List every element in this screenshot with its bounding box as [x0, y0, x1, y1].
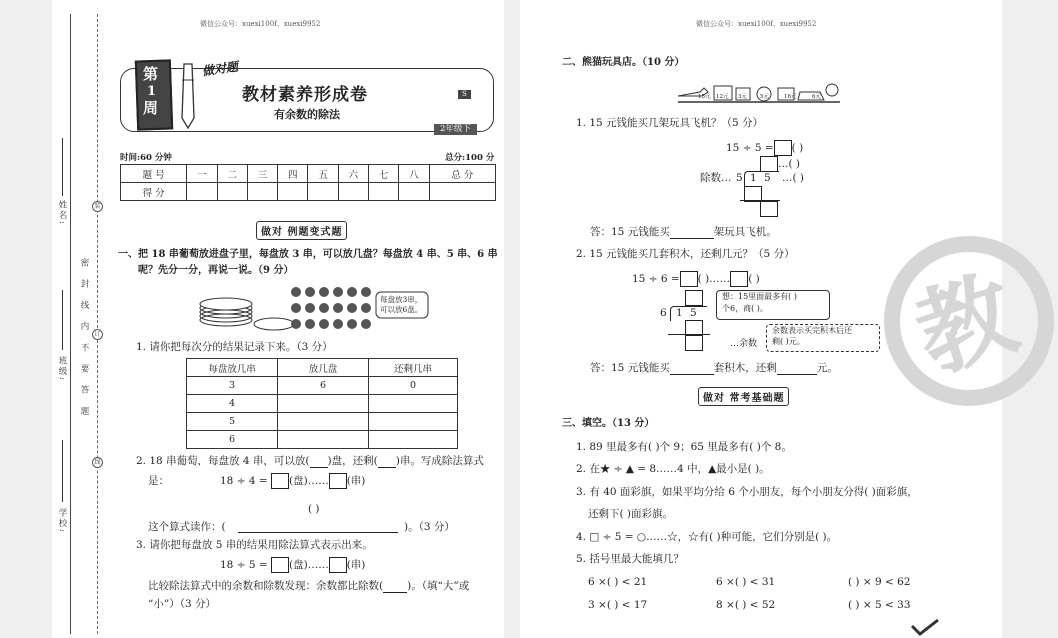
q3-line1: 1. 89 里最多有( )个 9；65 里最多有( )个 8。 — [576, 441, 792, 453]
q2-divisor-label: 除数… — [700, 172, 732, 184]
q2b-dividend: 1 5 — [676, 307, 699, 319]
price-tag: 16元 — [784, 94, 797, 100]
q1-sub2-equation — [220, 473, 365, 489]
pan-label-2: (盘)…… — [289, 559, 329, 571]
grapes-cell: 3 — [187, 377, 278, 395]
q3-line4: 4. □ ÷ 5 = ○……☆，☆有( )种可能，它们分别是( )。 — [576, 531, 838, 543]
seal-dot-2: 订 — [92, 329, 103, 340]
page-watermark-right: 微信公众号：xuexi100f、xuexi9952 — [696, 20, 817, 28]
q2-rem: …( ) — [778, 158, 801, 170]
speech-bubble-line2: 可以放6盘。 — [380, 305, 423, 314]
q2b-remainder-box[interactable] — [730, 271, 748, 287]
think-line2: 个6，商( )。 — [722, 304, 768, 313]
score-cell[interactable] — [278, 183, 308, 201]
score-row-label: 得 分 — [121, 183, 187, 201]
q2b-mid: ( )…… — [697, 273, 731, 285]
time-limit: 时间:60 分钟 — [120, 153, 172, 163]
q1-sub2-is: 是： — [148, 475, 169, 487]
week-num: 1 — [147, 84, 157, 99]
q2-sub1: 1. 15 元钱能买几架玩具飞机？（5 分） — [576, 117, 764, 129]
total-score: 总分:100 分 — [445, 153, 495, 163]
grapes-cell[interactable] — [278, 413, 369, 431]
q2-remainder-box[interactable] — [760, 156, 778, 172]
grapes-cell: 6 — [187, 431, 278, 449]
score-header-cell: 八 — [399, 165, 429, 183]
q2-sub2-equation — [632, 271, 760, 287]
pencil-icon — [176, 60, 200, 130]
score-header-cell: 六 — [338, 165, 368, 183]
score-header-cell: 三 — [247, 165, 277, 183]
remainder-box-2[interactable] — [329, 557, 347, 573]
division-bracket — [744, 171, 779, 186]
score-header-cell: 题 号 — [121, 165, 187, 183]
ans2-c: 元。 — [816, 362, 838, 374]
division-bracket-2 — [670, 306, 707, 321]
q1-compare-line — [148, 579, 469, 593]
q2-paren: ( ) — [791, 142, 804, 154]
bunch-label: (串) — [346, 475, 366, 487]
week-line2: 周 — [143, 99, 159, 117]
score-header-cell: 四 — [278, 165, 308, 183]
q2b-divisor: 6 — [660, 307, 667, 319]
q2-rem-2: …( ) — [782, 172, 805, 184]
price-tag: 6元 — [812, 94, 821, 100]
stamp-watermark — [884, 236, 1054, 406]
q1-sub3-equation — [220, 557, 365, 573]
score-header-cell: 五 — [308, 165, 338, 183]
eq-left: 18 ÷ 4 = — [220, 475, 268, 487]
binding-line-solid — [70, 14, 71, 634]
score-table — [120, 164, 496, 201]
grapes-cell[interactable] — [278, 431, 369, 449]
grapes-cell: 4 — [187, 395, 278, 413]
score-cell[interactable] — [429, 183, 495, 201]
score-cell[interactable] — [187, 183, 217, 201]
grapes-cell[interactable] — [369, 431, 458, 449]
eq3-left: 18 ÷ 5 = — [220, 559, 268, 571]
inequality: 3 ×( ) < 17 — [588, 599, 648, 611]
q1-line2: 呢？先分一分，再说一说。（9 分） — [138, 265, 294, 276]
school-blank[interactable] — [62, 440, 63, 502]
q3-line3b: 还剩下( )面彩旗。 — [588, 508, 674, 520]
score-header-cell: 一 — [187, 165, 217, 183]
score-cell[interactable] — [338, 183, 368, 201]
toy-shelf-illustration — [674, 78, 844, 106]
q3-line2: 2. 在★ ÷ ▲ = 8……4 中，▲最小是( )。 — [576, 463, 770, 475]
long-div-box-2[interactable] — [760, 201, 778, 217]
inequality: ( ) × 5 < 33 — [848, 599, 911, 611]
seal-dot-3: 线 — [92, 457, 103, 468]
week-line1: 第 — [143, 65, 159, 83]
grapes-header-cell: 放几盘 — [278, 359, 369, 377]
section-badge-example: 做对 例题变式题 — [256, 221, 347, 240]
q1-line1: 一、把 18 串葡萄放进盘子里，每盘放 3 串，可以放几盘？每盘放 4 串、5 串、6 串 — [118, 249, 498, 260]
q2b-quotient-box[interactable] — [680, 271, 698, 287]
ans1-a: 答：15 元钱能买 — [590, 226, 670, 238]
note-line2: 剩( )元。 — [772, 337, 805, 346]
grapes-header-cell: 还剩几串 — [369, 359, 458, 377]
left-page — [52, 0, 504, 638]
long-div-box-4[interactable] — [685, 335, 703, 351]
quotient-box[interactable] — [271, 473, 289, 489]
header-subtitle: 有余数的除法 — [274, 108, 340, 121]
name-label: 姓名: — [57, 200, 67, 226]
grapes-cell[interactable] — [278, 395, 369, 413]
pan-label: (盘)…… — [289, 475, 329, 487]
remainder-box[interactable] — [329, 473, 347, 489]
inequality: ( ) × 9 < 62 — [848, 576, 911, 588]
remainder-label: …余数 — [730, 339, 758, 349]
grapes-cell[interactable] — [369, 413, 458, 431]
note-line1: 余数表示买完积木后还 — [772, 326, 852, 335]
header-small-mark: S — [458, 90, 471, 99]
class-blank[interactable] — [62, 290, 63, 350]
q2-answer2 — [590, 361, 838, 375]
score-header-cell: 七 — [369, 165, 399, 183]
score-cell[interactable] — [247, 183, 277, 201]
q3-line5: 5. 括号里最大能填几？ — [576, 553, 684, 565]
ans2-a: 答：15 元钱能买 — [590, 362, 670, 374]
q1-sub2-a: 2. 18 串葡萄，每盘放 4 串，可以放( — [136, 455, 310, 467]
section-badge-basics: 做对 常考基础题 — [698, 387, 789, 406]
q1-sub1: 1. 请你把每次分的结果记录下来。（3 分） — [136, 341, 333, 353]
price-tag: 3元 — [738, 94, 747, 100]
checkmark-icon — [908, 618, 942, 638]
grapes-cell[interactable] — [369, 395, 458, 413]
eq-q2b-left: 15 ÷ 6 = — [632, 273, 680, 285]
grapes-cell: 6 — [278, 377, 369, 395]
score-cell[interactable] — [369, 183, 399, 201]
answer-blank[interactable] — [378, 467, 396, 468]
eq-q2-left: 15 ÷ 5 = — [726, 142, 774, 154]
page-watermark-left: 微信公众号：xuexi100f、xuexi9952 — [200, 20, 321, 28]
seal-text: 密 封 线 内 不 要 答 题 — [79, 258, 89, 420]
score-cell[interactable] — [217, 183, 247, 201]
q2-sub1-equation — [726, 140, 803, 156]
grapes-header-cell: 每盘放几串 — [187, 359, 278, 377]
q1-read-end: )。（3 分） — [404, 521, 455, 533]
score-cell[interactable] — [308, 183, 338, 201]
name-blank[interactable] — [62, 138, 63, 196]
think-line1: 想：15里面最多有( ) — [722, 292, 797, 301]
q2-rem-row — [760, 156, 800, 172]
seal-dot-1: 装 — [92, 201, 103, 212]
q2b-paren: ( ) — [748, 273, 760, 285]
inequality: 6 ×( ) < 31 — [716, 576, 776, 588]
answer-blank[interactable] — [310, 467, 328, 468]
speech-bubble-line1: 每盘放3串， — [380, 295, 423, 304]
ans1-b: 架玩具飞机。 — [713, 226, 777, 238]
q1-sub2-b: )盘，还剩( — [327, 455, 378, 467]
q2-divisor: 5 — [736, 172, 743, 184]
q1-sub2-c: )串。写成除法算式 — [395, 455, 484, 467]
brand-logo: 做对题 — [201, 59, 239, 79]
ans2-blank-2[interactable] — [777, 374, 817, 375]
inequality: 6 ×( ) < 21 — [588, 576, 648, 588]
score-cell[interactable] — [399, 183, 429, 201]
right-page — [520, 0, 1029, 638]
inequality: 8 ×( ) < 52 — [716, 599, 776, 611]
quotient-box-2[interactable] — [271, 557, 289, 573]
price-tag: 5元 — [760, 94, 769, 100]
binding-line-dashed — [97, 14, 98, 634]
bunch-label-2: (串) — [346, 559, 366, 571]
ans2-b: 套积木，还剩 — [713, 362, 777, 374]
grapes-cell: 5 — [187, 413, 278, 431]
compare-blank[interactable] — [383, 592, 407, 593]
ans2-blank-1[interactable] — [670, 374, 714, 375]
q1-compare-c: “小”）（3 分） — [148, 598, 217, 610]
q2-title: 二、熊猫玩具店。（10 分） — [562, 57, 685, 68]
q1-sub2-paren[interactable]: ( ) — [308, 503, 320, 515]
grapes-cell: 0 — [369, 377, 458, 395]
score-header-cell: 二 — [217, 165, 247, 183]
q2-answer1 — [590, 225, 777, 239]
q3-line3a: 3. 有 40 面彩旗，如果平均分给 6 个小朋友，每个小朋友分得( )面彩旗， — [576, 486, 918, 498]
q2-dividend: 1 5 — [750, 172, 773, 184]
q1-sub3: 3. 请你把每盘放 5 串的结果用除法算式表示出来。 — [136, 539, 373, 551]
price-tag: 12元 — [716, 94, 729, 100]
class-label: 班级: — [57, 356, 67, 382]
compare-a: 比较除法算式中的余数和除数发现：余数都比除数( — [148, 580, 384, 592]
q2-sub2: 2. 15 元钱能买几套积木，还剩几元？（5 分） — [576, 248, 795, 260]
price-tag: 15元 — [698, 94, 711, 100]
stamp-character: 教 — [902, 255, 1029, 394]
read-answer-blank[interactable] — [238, 532, 398, 533]
header-title: 教材素养形成卷 — [242, 85, 368, 105]
compare-b: )。（填“大”或 — [407, 580, 470, 592]
q1-read-label: 这个算式读作：( — [148, 521, 226, 533]
school-label: 学校: — [57, 508, 67, 534]
ans1-blank[interactable] — [670, 238, 714, 239]
long-div-quotient-box[interactable] — [685, 290, 703, 306]
score-header-cell: 总 分 — [429, 165, 495, 183]
q3-title: 三、填空。（13 分） — [562, 418, 655, 429]
q1-sub2-line — [136, 454, 484, 468]
grapes-table — [186, 358, 458, 449]
grade-tag: 2年级下 — [434, 124, 477, 135]
q2-quotient-box[interactable] — [774, 140, 792, 156]
